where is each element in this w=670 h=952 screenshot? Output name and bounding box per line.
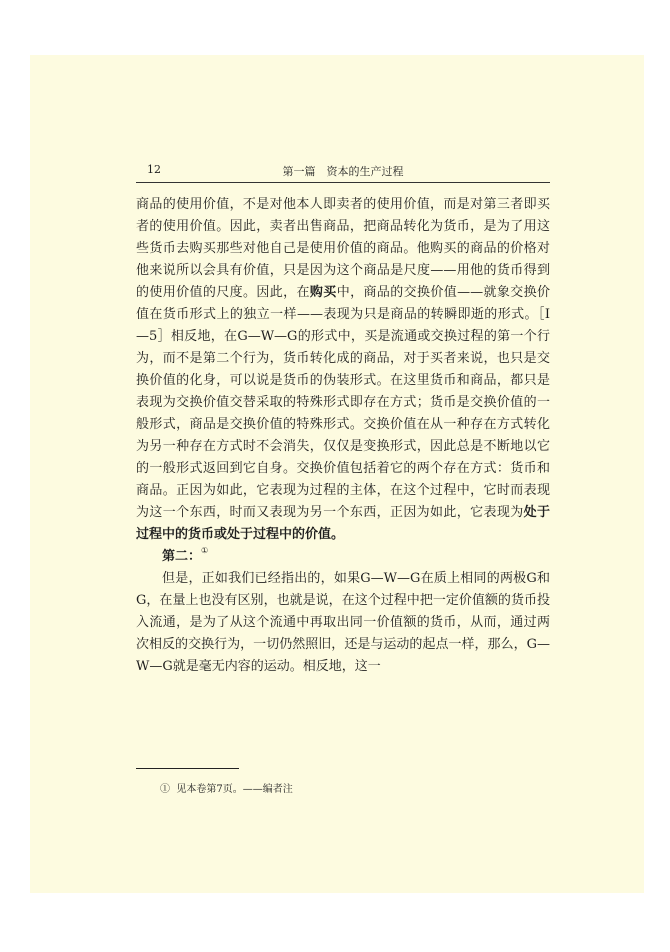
running-title: 第一篇 资本的生产过程 xyxy=(282,165,404,178)
section-label: 第二： xyxy=(162,549,202,564)
section-heading xyxy=(136,546,550,568)
footnote-text: 见本卷第7页。——编者注 xyxy=(176,784,293,795)
footnote-reference[interactable]: ① xyxy=(201,546,209,555)
emphasis-value-in-process: 处于过程中的货币或处于过程中的价值。 xyxy=(136,505,550,542)
main-text xyxy=(136,194,550,678)
paragraph-1 xyxy=(136,194,550,546)
paragraph-1-part-a: 商品的使用价值，不是对他本人即卖者的使用价值，而是对第三者即买者的使用价值。因此，卖者出售商品，把商品转化为货币，是为了用这些货币去购买那些对他自己是使用价值的商品。他购买的商品的价格对他来说所以会具有价值，只是因为这个商品是尺度——用他的货币得到的使用价值的尺度。因此，在 xyxy=(136,197,550,300)
footnote-marker: ① xyxy=(160,784,170,795)
emphasis-purchase: 购买 xyxy=(309,285,337,300)
running-header xyxy=(136,158,550,183)
footnote xyxy=(160,780,293,795)
paragraph-1-part-b: 中，商品的交换价值——就象交换价值在货币形式上的独立一样——表现为只是商品的转瞬即逝的形式。［Ⅰ—5］相反地，在G—W—G的形式中，买是流通或交换过程的第一个行为，而不是第二个行为，货币转化成的商品，对于买者来说，也只是交换价值的化身，可以说是货币的伪装形式。在这里货币和商品，都只是表现为交换价值交替采取的特殊形式即存在方式；货币是交换价值的一般形式，商品是交换价值的特殊形式。交换价值在从一种存在方式转化为另一种存在方式时不会消失，仅仅是变换形式，因此总是不断地以它的一般形式返回到它自身。交换价值包括着它的两个存在方式：货币和商品。正因为如此，它表现为过程的主体，在这个过程中，它时而表现为这一个东西，时而又表现为另一个东西，正因为如此，它表现为 xyxy=(136,285,550,520)
paragraph-2: 但是，正如我们已经指出的，如果G—W—G在质上相同的两极G和G，在量上也没有区别，也就是说，在这个过程中把一定价值额的货币投入流通，是为了从这个流通中再取出同一价值额的货币，从而，通过两次相反的交换行为，一切仍然照旧，还是与运动的起点一样，那么，G—W—G就是毫无内容的运动。相反地，这一 xyxy=(136,571,550,674)
page-number: 12 xyxy=(147,163,161,176)
footnote-divider xyxy=(136,768,239,769)
